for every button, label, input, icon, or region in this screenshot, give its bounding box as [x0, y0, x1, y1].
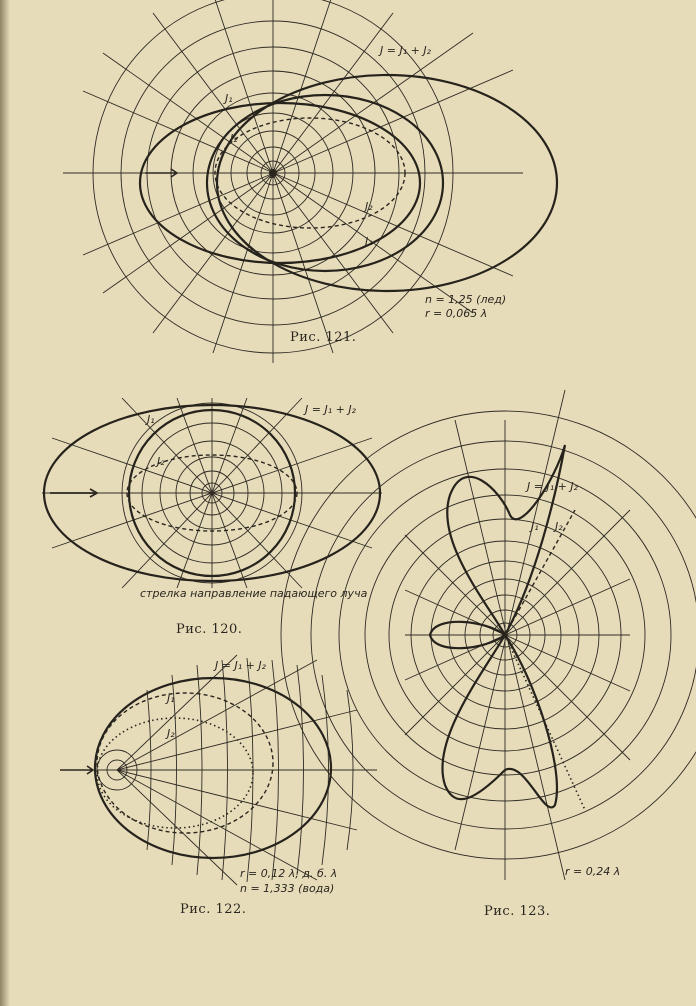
caption-fig120: Рис. 120.: [176, 622, 243, 637]
label-j1: J₁: [225, 92, 233, 105]
label-j-sum: J = J₁ + J₂: [380, 44, 431, 57]
label-j2: J₂: [157, 455, 165, 468]
figure-120-note: стрелка направление падающего луча: [140, 587, 368, 600]
label-r: r = 0,065 λ: [425, 307, 488, 320]
center-label: 1: [269, 168, 276, 181]
label-j2: J₂: [167, 727, 175, 740]
label-j2-lower: J₂: [365, 200, 373, 213]
label-j1-lower: J₁: [365, 235, 373, 248]
curve-j2: [207, 95, 443, 271]
label-j-sum: J = J₁ + J₂: [527, 480, 578, 493]
label-r: r = 0,24 λ: [565, 865, 621, 878]
label-j1: J₁: [167, 692, 175, 705]
label-j2: J₂: [230, 132, 238, 145]
figure-122-diagram: [55, 655, 355, 900]
label-n: n = 1,333 (вода): [240, 882, 335, 895]
caption-fig123: Рис. 123.: [484, 904, 551, 919]
curve-j-total: [442, 445, 565, 807]
caption-fig121: Рис. 121.: [290, 330, 357, 345]
curve-j-total: [95, 678, 331, 858]
label-j1: J₁: [147, 413, 155, 426]
polar-grid: [97, 655, 377, 885]
label-j-sum: J = J₁ + J₂: [305, 403, 356, 416]
label-r: r = 0,12 λ; д. б. λ: [240, 867, 338, 880]
label-n: n = 1,25 (лед): [425, 293, 507, 306]
figure-123-diagram: [405, 420, 630, 885]
label-j-sum: J = J₁ + J₂: [215, 659, 266, 672]
page-edge-shadow: [0, 0, 10, 1006]
curve-j1-dashed: [97, 693, 273, 833]
label-j2: J₂: [555, 520, 563, 533]
figure-121-diagram: [125, 40, 555, 330]
figure-120-diagram: [35, 395, 385, 600]
caption-fig122: Рис. 122.: [180, 902, 247, 917]
label-j1: J₁: [531, 520, 539, 533]
